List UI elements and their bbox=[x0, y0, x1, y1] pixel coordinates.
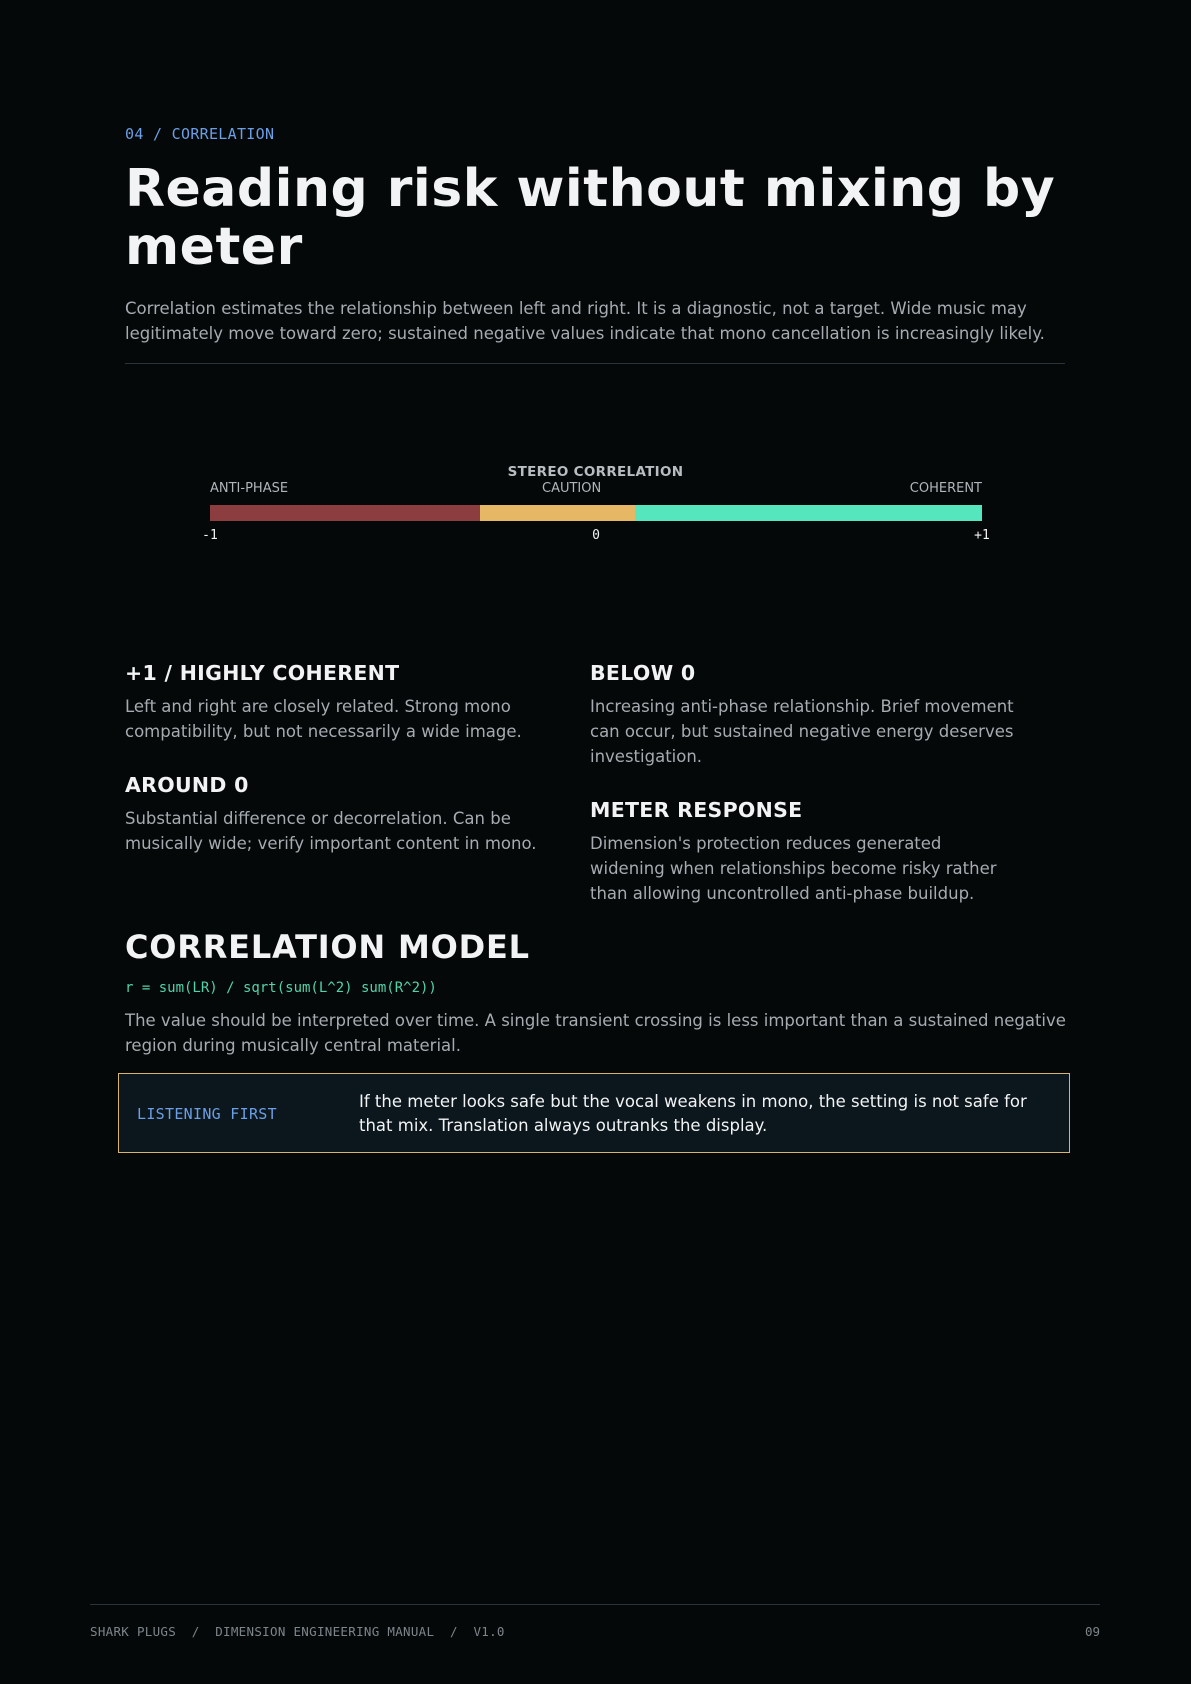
listening-first-callout bbox=[118, 1073, 1070, 1153]
section-heading: BELOW 0 bbox=[590, 661, 696, 685]
header-divider bbox=[125, 363, 1065, 364]
section-eyebrow: 04 / CORRELATION bbox=[125, 125, 275, 143]
section-body: Dimension's protection reduces generated widening when relationships become risky rather than allowing uncontrolled anti-phase buildup. bbox=[590, 834, 997, 903]
page-title: Reading risk without mixing by meter bbox=[125, 159, 1056, 277]
meter-segment-caution bbox=[480, 505, 634, 521]
footer-text: SHARK PLUGS / DIMENSION ENGINEERING MANUAL / V1.0 bbox=[90, 1624, 505, 1639]
model-heading: CORRELATION MODEL bbox=[125, 928, 530, 966]
meter-segment-anti-phase bbox=[210, 505, 480, 521]
section-around-zero bbox=[125, 772, 555, 856]
section-heading: METER RESPONSE bbox=[590, 798, 803, 822]
section-body: Increasing anti-phase relationship. Brief movement can occur, but sustained negative energy deserves investigation. bbox=[590, 697, 1014, 766]
section-heading: AROUND 0 bbox=[125, 773, 249, 797]
zone-label-anti-phase: ANTI-PHASE bbox=[210, 481, 289, 496]
section-heading: +1 / HIGHLY COHERENT bbox=[125, 661, 400, 685]
model-paragraph: The value should be interpreted over time. A single transient crossing is less important than a sustained negative region during musically central material. bbox=[125, 1011, 1066, 1055]
section-below-zero bbox=[590, 660, 1020, 769]
intro-paragraph: Correlation estimates the relationship between left and right. It is a diagnostic, not a target. Wide music may legitimately move toward zero; sustained negative values indicate that mono cancellation is increasingly likely. bbox=[125, 299, 1045, 343]
meter-tick-label: +1 bbox=[974, 528, 990, 543]
right-column bbox=[590, 660, 1020, 906]
meter-segment-coherent bbox=[635, 505, 982, 521]
meter-title: STEREO CORRELATION bbox=[507, 464, 684, 480]
zone-label-coherent: COHERENT bbox=[909, 481, 982, 496]
section-highly-coherent bbox=[125, 660, 555, 744]
footer-divider bbox=[90, 1604, 1100, 1605]
callout-label: LISTENING FIRST bbox=[137, 1105, 277, 1123]
section-body: Substantial difference or decorrelation. Can be musically wide; verify important content in mono. bbox=[125, 809, 537, 853]
callout-text: If the meter looks safe but the vocal weakens in mono, the setting is not safe for that mix. Translation always outranks the display. bbox=[359, 1092, 1027, 1135]
page-number: 09 bbox=[1084, 1624, 1100, 1639]
correlation-formula: r = sum(LR) / sqrt(sum(L^2) sum(R^2)) bbox=[125, 980, 437, 996]
left-column bbox=[125, 660, 555, 856]
meter-tick-label: -1 bbox=[202, 528, 218, 543]
section-meter-response bbox=[590, 797, 1020, 906]
zone-label-caution: CAUTION bbox=[542, 481, 602, 496]
meter-bar bbox=[210, 505, 982, 521]
section-body: Left and right are closely related. Strong mono compatibility, but not necessarily a wide image. bbox=[125, 697, 522, 741]
meter-tick-label: 0 bbox=[592, 528, 600, 543]
